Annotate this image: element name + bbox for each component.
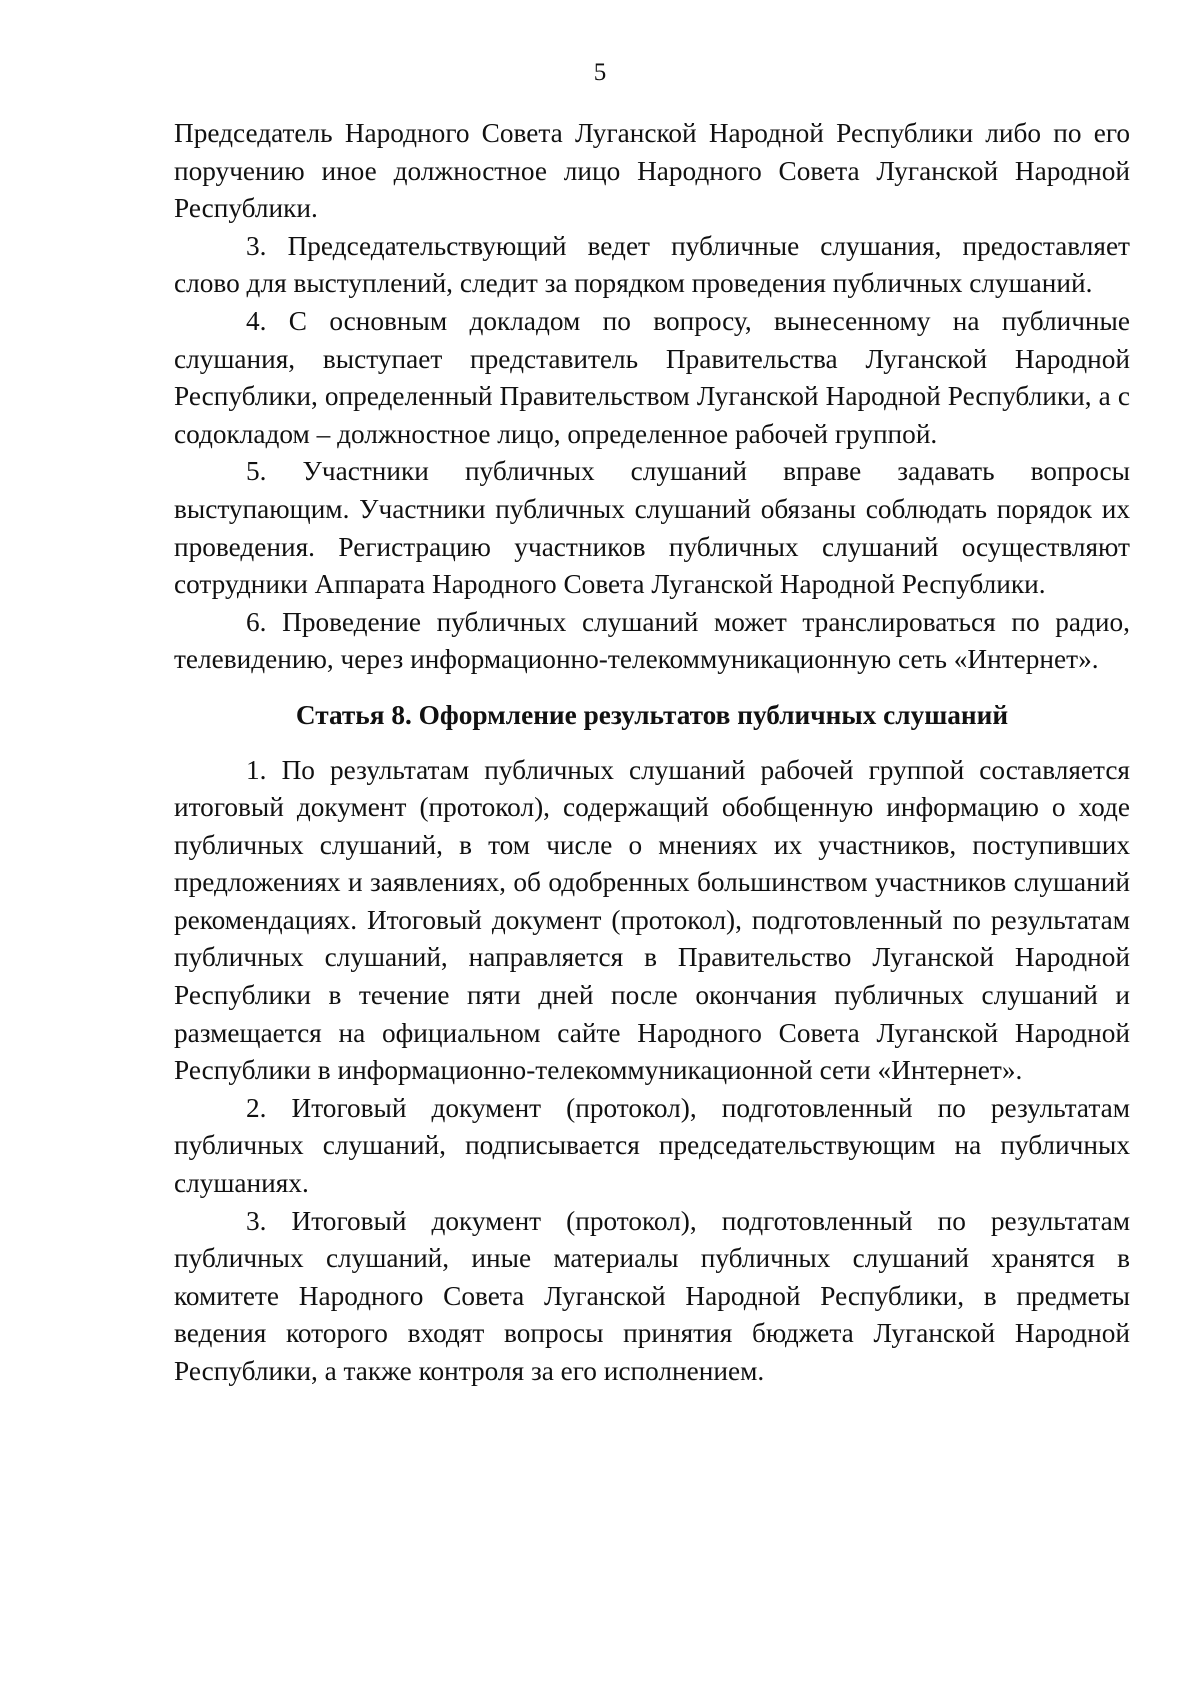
article-8-paragraph-2: 2. Итоговый документ (протокол), подготовленный по результатам публичных слушаний, подписывается председательствующим на публичных слушаниях. bbox=[174, 1092, 1130, 1199]
paragraph-item-6: 6. Проведение публичных слушаний может транслироваться по радио, телевидению, через информационно-телекоммуникационную сеть «Интернет». bbox=[174, 606, 1130, 675]
article-8-paragraph-3: 3. Итоговый документ (протокол), подготовленный по результатам публичных слушаний, иные материалы публичных слушаний хранятся в комитете Народного Совета Луганской Народной Республики, в предметы ведения которого входят вопросы принятия бюджета Луганской Народной Республики, а также контроля за его исполнением. bbox=[174, 1205, 1130, 1386]
document-body bbox=[174, 115, 1130, 1391]
article-8-paragraph-1: 1. По результатам публичных слушаний рабочей группой составляется итоговый документ (протокол), содержащий обобщенную информацию о ходе публичных слушаний, в том числе о мнениях их участников, поступивших предложениях и заявлениях, об одобренных большинством участников слушаний рекомендациях. Итоговый документ (протокол), подготовленный по результатам публичных слушаний, направляется в Правительство Луганской Народной Республики в течение пяти дней после окончания публичных слушаний и размещается на официальном сайте Народного Совета Луганской Народной Республики в информационно-телекоммуникационной сети «Интернет». bbox=[174, 754, 1130, 1086]
paragraph-presiding-officer: Председатель Народного Совета Луганской Народной Республики либо по его поручению иное должностное лицо Народного Совета Луганской Народной Республики. bbox=[174, 118, 1130, 224]
paragraph-item-3: 3. Председательствующий ведет публичные слушания, предоставляет слово для выступлений, следит за порядком проведения публичных слушаний. bbox=[174, 230, 1130, 299]
paragraph-item-4: 4. С основным докладом по вопросу, вынесенному на публичные слушания, выступает представитель Правительства Луганской Народной Республики, определенный Правительством Луганской Народной Республики, а с содокладом – должностное лицо, определенное рабочей группой. bbox=[174, 305, 1130, 449]
article-8-heading: Статья 8. Оформление результатов публичных слушаний bbox=[295, 699, 1009, 730]
page-number: 5 bbox=[593, 59, 607, 86]
paragraph-item-5: 5. Участники публичных слушаний вправе задавать вопросы выступающим. Участники публичных слушаний обязаны соблюдать порядок их проведения. Регистрацию участников публичных слушаний осуществляют сотрудники Аппарата Народного Совета Луганской Народной Республики. bbox=[174, 456, 1130, 600]
